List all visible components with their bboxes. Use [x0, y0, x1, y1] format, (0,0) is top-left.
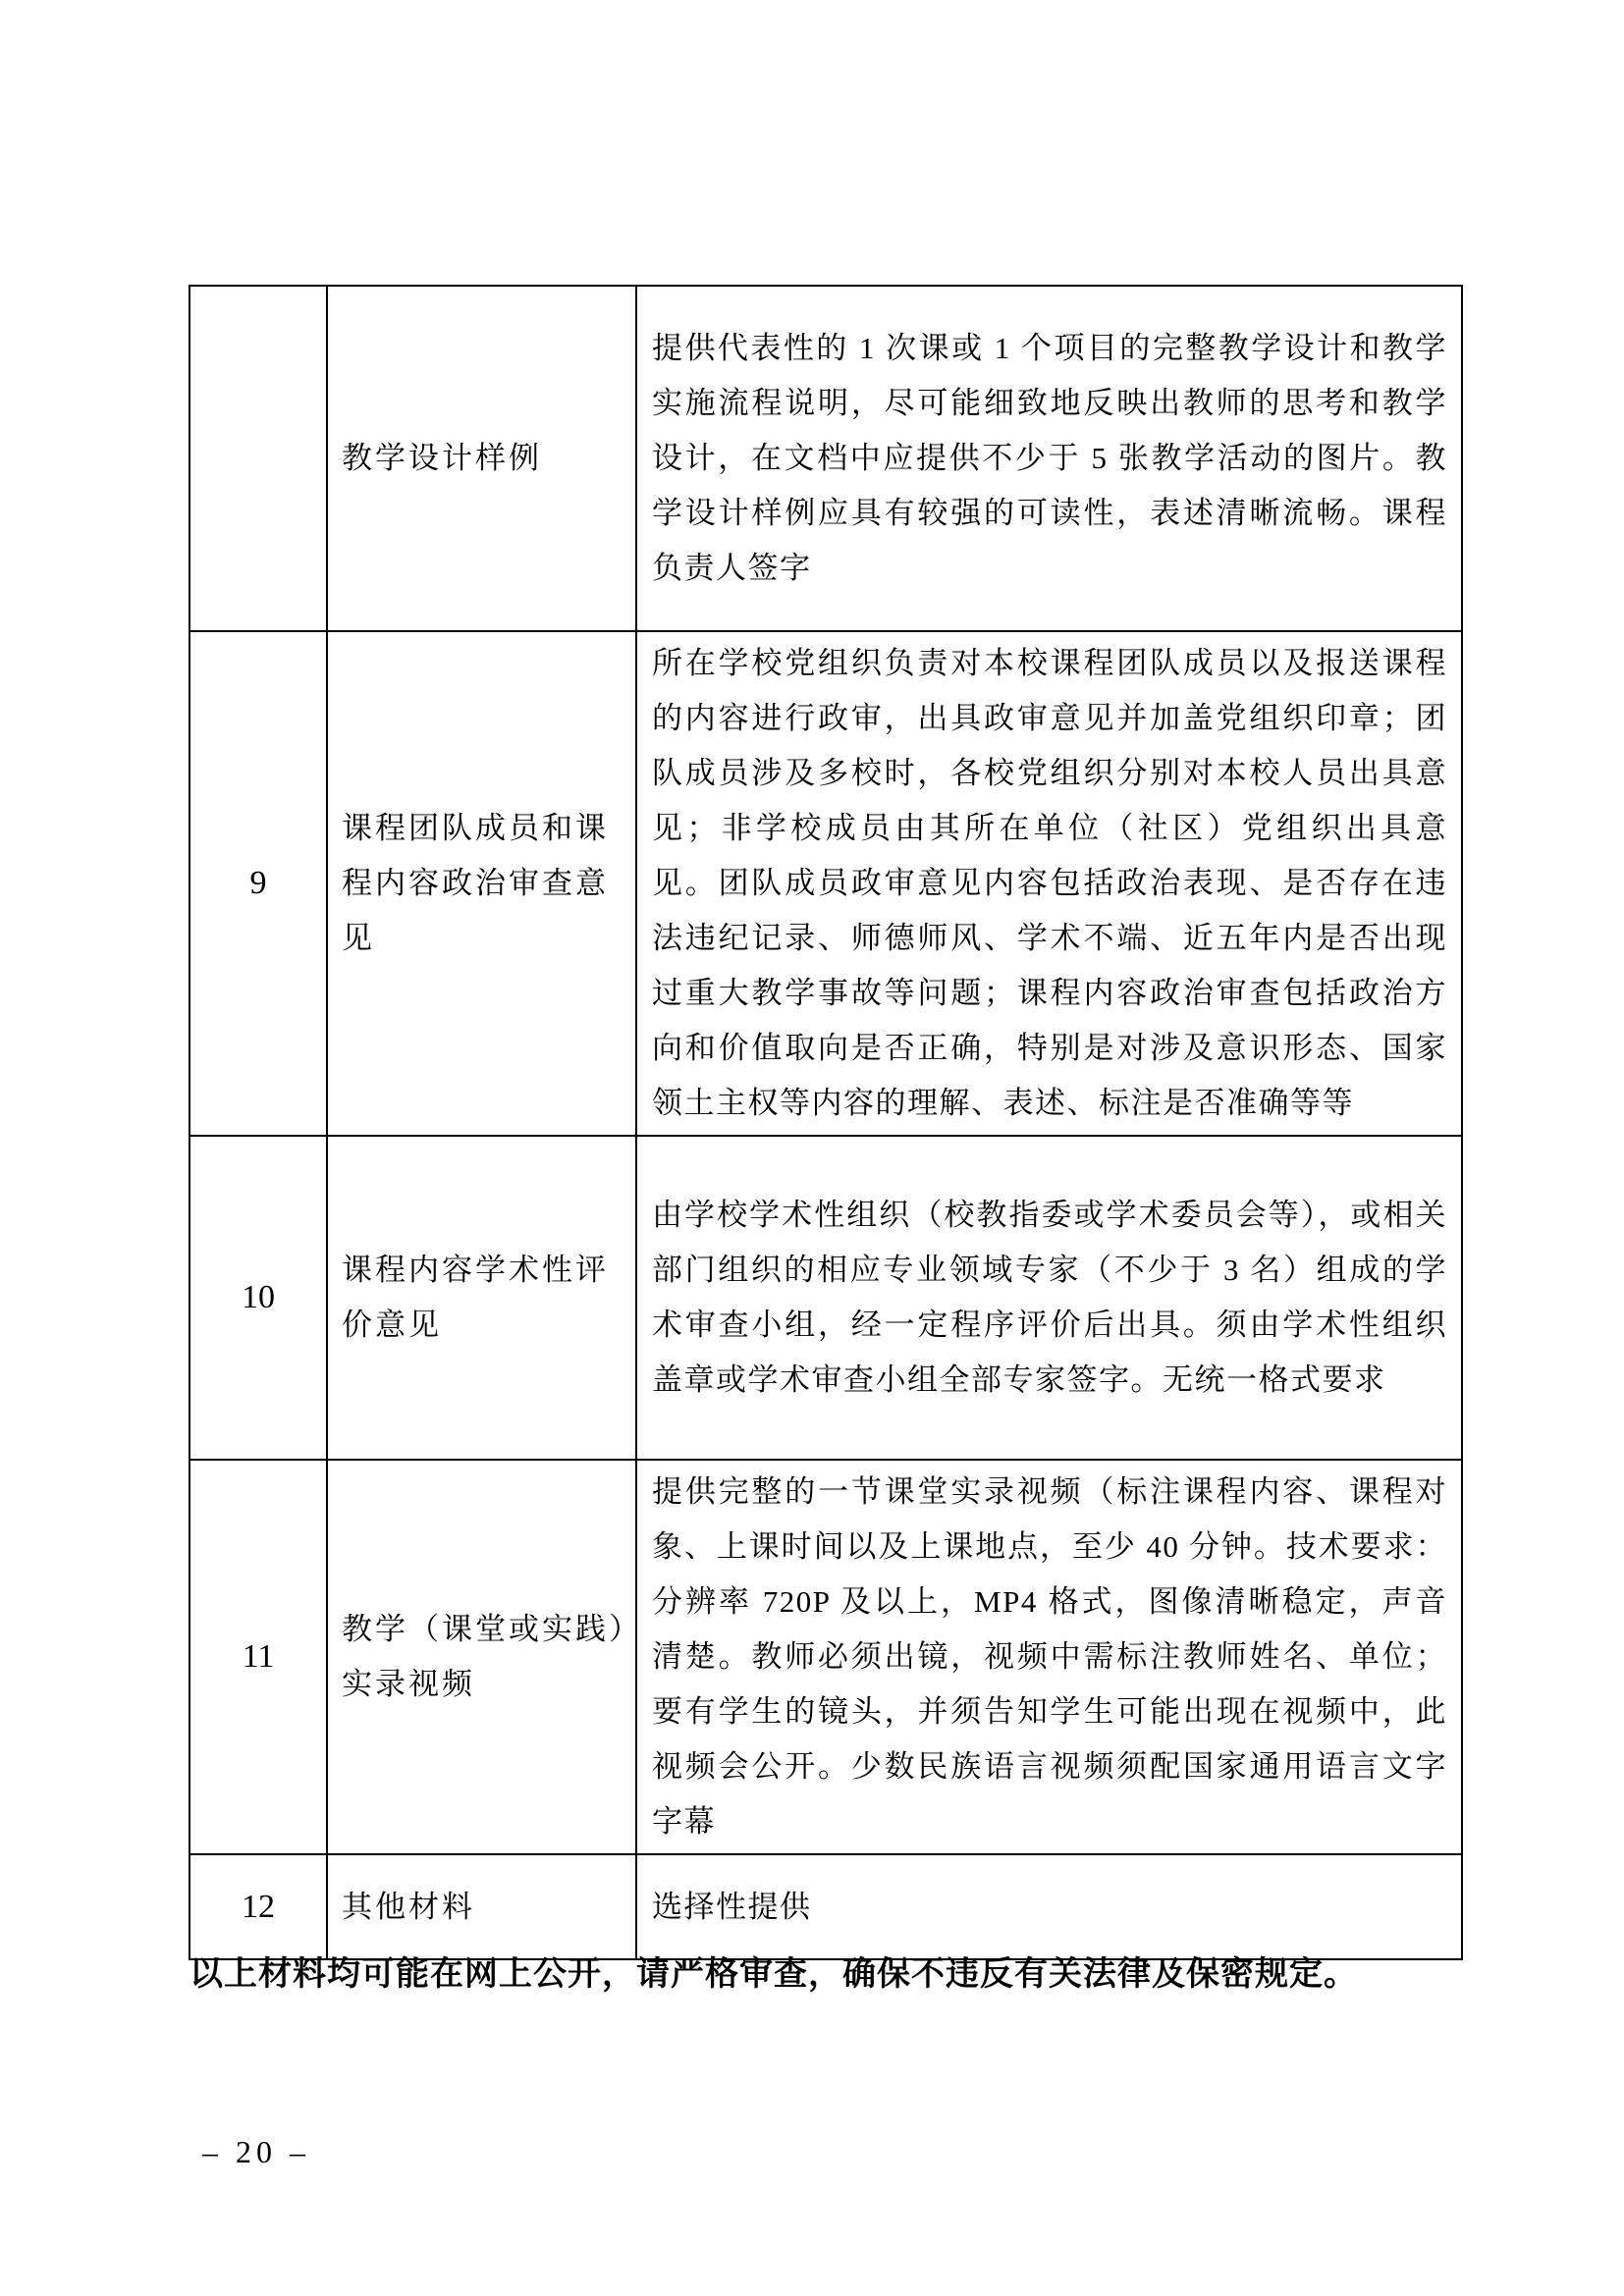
material-name-cell: 教学设计样例	[327, 286, 636, 631]
material-name-cell: 课程团队成员和课程内容政治审查意见	[327, 631, 636, 1136]
material-requirements-cell: 提供完整的一节课堂实录视频（标注课程内容、课程对象、上课时间以及上课地点，至少 40 分钟。技术要求：分辨率 720P 及以上，MP4 格式，图像清晰稳定，声音清楚。教师必须出镜，视频中需标注教师姓名、单位；要有学生的镜头，并须告知学生可能出现在视频中，此视频会公开。少数民族语言视频须配国家通用语言文字字幕	[636, 1460, 1462, 1854]
row-number-cell: 9	[189, 631, 327, 1136]
row-number-cell	[189, 286, 327, 631]
table-row	[189, 1136, 1462, 1460]
material-requirements-cell: 选择性提供	[636, 1854, 1462, 1959]
row-number-cell: 10	[189, 1136, 327, 1460]
material-requirements-cell: 由学校学术性组织（校教指委或学术委员会等），或相关部门组织的相应专业领域专家（不少于 3 名）组成的学术审查小组，经一定程序评价后出具。须由学术性组织盖章或学术审查小组全部专家签字。无统一格式要求	[636, 1136, 1462, 1460]
materials-requirements-table	[189, 285, 1463, 1960]
materials-table-body	[189, 286, 1462, 1959]
page-number: – 20 –	[202, 2134, 310, 2169]
row-number-cell: 11	[189, 1460, 327, 1854]
material-requirements-cell: 提供代表性的 1 次课或 1 个项目的完整教学设计和教学实施流程说明，尽可能细致地反映出教师的思考和教学设计，在文档中应提供不少于 5 张教学活动的图片。教学设计样例应具有较强的可读性，表述清晰流畅。课程负责人签字	[636, 286, 1462, 631]
table-row	[189, 631, 1462, 1136]
material-name-cell: 课程内容学术性评价意见	[327, 1136, 636, 1460]
material-name-cell: 教学（课堂或实践）实录视频	[327, 1460, 636, 1854]
table-row	[189, 286, 1462, 631]
material-requirements-cell: 所在学校党组织负责对本校课程团队成员以及报送课程的内容进行政审，出具政审意见并加盖党组织印章；团队成员涉及多校时，各校党组织分别对本校人员出具意见；非学校成员由其所在单位（社区）党组织出具意见。团队成员政审意见内容包括政治表现、是否存在违法违纪记录、师德师风、学术不端、近五年内是否出现过重大教学事故等问题；课程内容政治审查包括政治方向和价值取向是否正确，特别是对涉及意识形态、国家领土主权等内容的理解、表述、标注是否准确等等	[636, 631, 1462, 1136]
material-name-cell: 其他材料	[327, 1854, 636, 1959]
footer-note: 以上材料均可能在网上公开，请严格审查，确保不违反有关法律及保密规定。	[189, 1956, 1358, 1993]
row-number-cell: 12	[189, 1854, 327, 1959]
table-row	[189, 1460, 1462, 1854]
table-row	[189, 1854, 1462, 1959]
